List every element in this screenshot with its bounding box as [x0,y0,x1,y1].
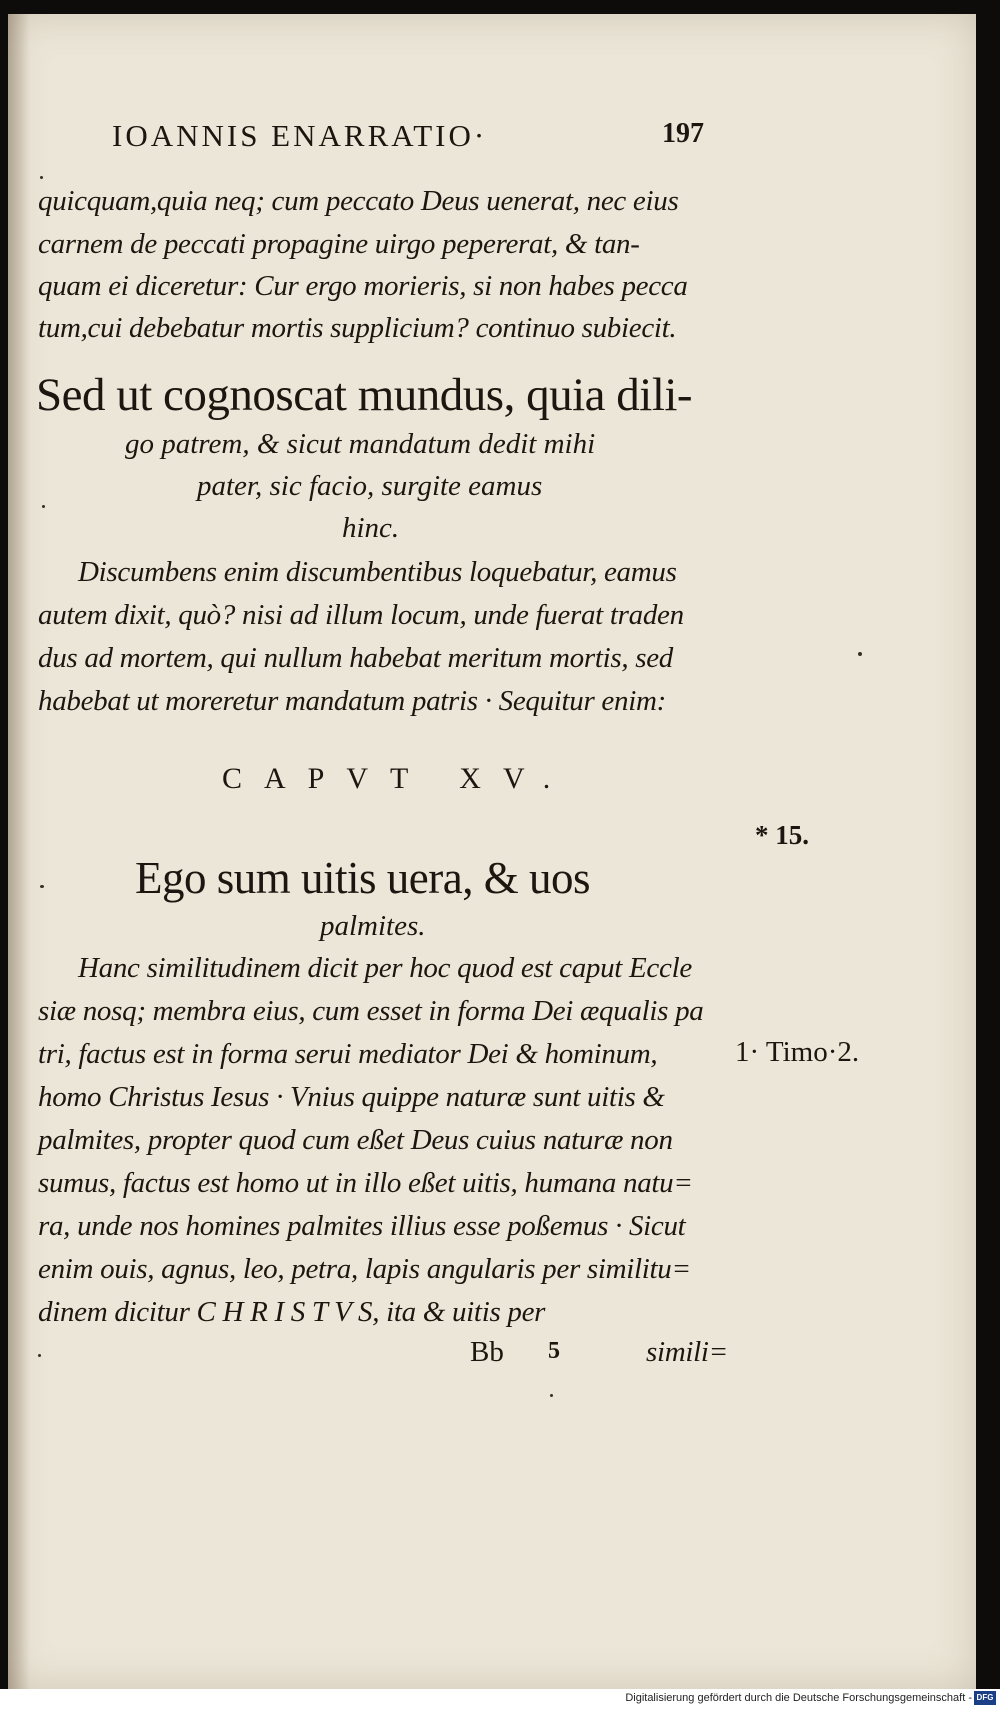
chapter-heading: CAPVT XV. [222,762,573,795]
text-line: quam ei diceretur: Cur ergo morieris, si non habes pecca [38,270,688,302]
digitization-credit: Digitalisierung gefördert durch die Deutsche Forschungsgemeinschaft - [625,1692,972,1704]
signature-mark: Bb [470,1336,504,1368]
paper-speck [42,505,45,508]
running-head: IOANNIS ENARRATIO· [112,118,488,153]
page-gutter-shadow [8,14,30,1689]
lemma-line: pater, sic facio, surgite eamus [197,470,543,502]
text-line: tum,cui debebatur mortis supplicium? continuo subiecit. [38,312,677,344]
text-line: ra, unde nos homines palmites illius esse poßemus · Sicut [38,1210,686,1242]
lemma-heading: Sed ut cognoscat mundus, quia dili- [36,369,693,421]
text-line: homo Christus Iesus · Vnius quippe naturæ sunt uitis & [38,1081,665,1113]
text-line: tri, factus est in forma serui mediator Dei & hominum, [38,1038,658,1070]
text-line: Hanc similitudinem dicit per hoc quod est caput Eccle [78,952,692,984]
text-line: habebat ut moreretur mandatum patris · Sequitur enim: [38,685,666,717]
dfg-logo: DFG [974,1691,996,1705]
page-number: 197 [662,118,704,149]
catchword: simili= [646,1336,728,1368]
paper-speck [858,652,862,656]
lemma-line: palmites. [320,910,426,942]
text-line: palmites, propter quod cum eßet Deus cuius naturæ non [38,1124,673,1156]
paper-speck [550,1394,553,1397]
text-line: carnem de peccati propagine uirgo pepererat, & tan- [38,228,640,260]
paper-speck [40,176,43,179]
text-line: enim ouis, agnus, leo, petra, lapis angularis per similitu= [38,1253,691,1285]
lemma-line: go patrem, & sicut mandatum dedit mihi [125,428,596,460]
paper-speck [40,885,44,888]
text-line: dus ad mortem, qui nullum habebat meritum mortis, sed [38,642,673,674]
text-line: sumus, factus est homo ut in illo eßet uitis, humana natu= [38,1167,693,1199]
text-line: Discumbens enim discumbentibus loquebatur, eamus [78,556,677,588]
text-line: dinem dicitur C H R I S T V S, ita & uitis per [38,1296,546,1328]
lemma-heading: Ego sum uitis uera, & uos [135,853,590,903]
text-line: autem dixit, quò? nisi ad illum locum, unde fuerat traden [38,599,684,631]
margin-note: * 15. [755,820,809,850]
margin-note: 1· Timo·2. [735,1036,860,1068]
text-line: siæ nosq; membra eius, cum esset in forma Dei æqualis pa [38,995,704,1027]
lemma-line: hinc. [342,512,400,544]
signature-number: 5 [548,1338,560,1364]
paper-speck [38,1354,41,1357]
text-line: quicquam,quia neq; cum peccato Deus uenerat, nec eius [38,185,679,217]
